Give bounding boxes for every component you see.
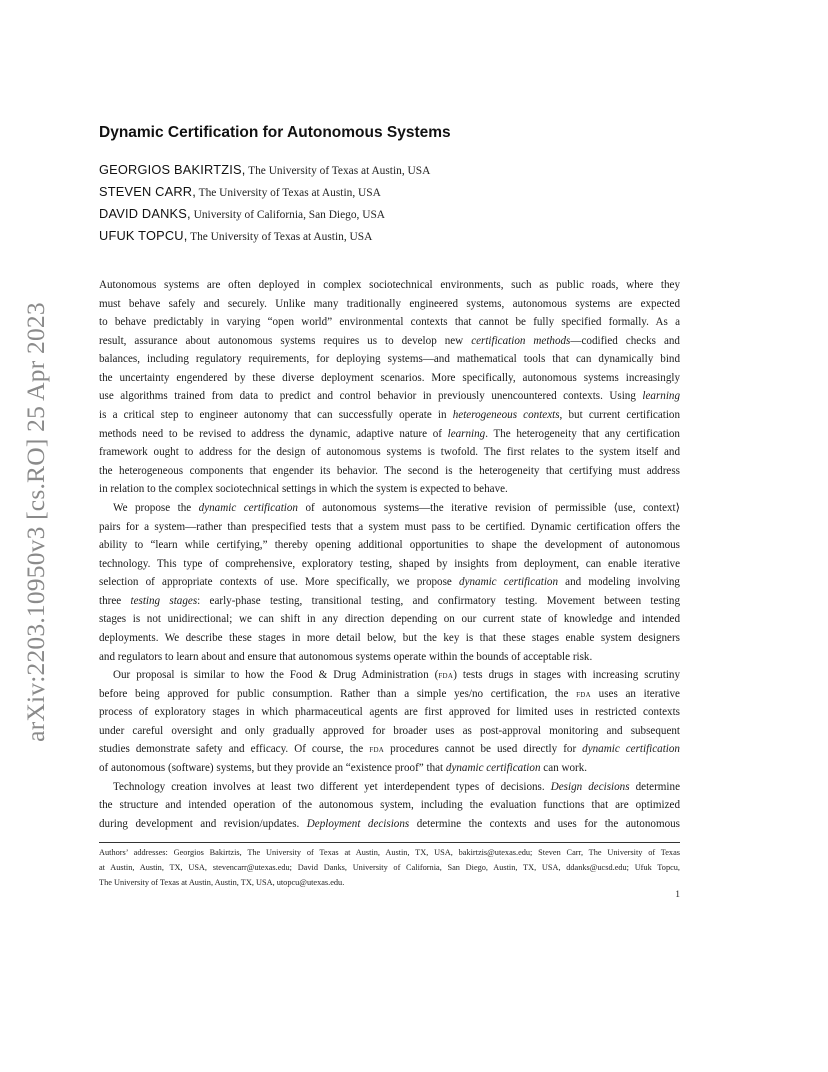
body-line: Our proposal is similar to how the Food & Drug Administration (fda) tests drugs in stages with increasing scrutiny: [113, 669, 680, 682]
arxiv-identifier-text: arXiv:2203.10950v3 [cs.RO] 25 Apr 2023: [21, 302, 50, 742]
body-line: stages is not unidirectional; we can shift in any direction depending on our current state of knowledge and intended: [99, 613, 680, 626]
body-line: balances, including regulatory requirements, for deploying systems—and mathematical tools that can dynamically bind: [99, 353, 680, 366]
author-entry: [99, 181, 430, 203]
body-line: under careful oversight and only gradually approved for broader uses as post-approval monitoring and subsequent: [99, 724, 680, 737]
body-line: before being approved for public consumption. Rather than a simple yes/no certification, the fda uses an iterative: [99, 687, 680, 700]
body-line: the heterogeneous components that engender its behavior. The second is the heterogeneity that certifying must address: [99, 464, 680, 477]
body-line: during development and revision/updates. Deployment decisions determine the contexts and uses for the autonomous: [99, 817, 680, 830]
body-line: of autonomous (software) systems, but they provide an “existence proof” that dynamic certification can work.: [99, 762, 588, 775]
author-name: STEVEN CARR,: [99, 184, 196, 200]
body-line: Autonomous systems are often deployed in complex sociotechnical environments, such as public roads, where they: [99, 279, 680, 291]
arxiv-identifier-stamp: [21, 286, 50, 758]
footnote-line: The University of Texas at Austin, Austin, TX, USA, utopcu@utexas.edu.: [99, 878, 345, 888]
body-line: in relation to the complex sociotechnical settings in which the system is expected to behave.: [99, 483, 508, 496]
abstract-body: [99, 276, 680, 833]
body-line: to behave predictably in varying “open world” environmental contexts that cannot be fully specified formally. As a: [99, 316, 680, 329]
author-addresses-footnote: [99, 845, 680, 891]
author-entry: [99, 203, 430, 225]
body-line: pairs for a system—rather than prespecified tests that a system must pass to be certified. Dynamic certification offers the: [99, 520, 680, 533]
author-name: DAVID DANKS,: [99, 206, 191, 222]
body-line: is a critical step to engineer autonomy that can successfully operate in heterogeneous contexts, but current certification: [99, 409, 681, 422]
paper-title: Dynamic Certification for Autonomous Systems: [99, 124, 451, 141]
author-affiliation: University of California, San Diego, USA: [190, 209, 386, 222]
author-name: GEORGIOS BAKIRTZIS,: [99, 162, 246, 177]
body-line: methods need to be revised to address the dynamic, adaptive nature of learning. The heterogeneity that any certification: [99, 427, 680, 440]
body-line: the uncertainty engendered by these diverse deployment scenarios. More specifically, autonomous systems increasingly: [99, 371, 680, 384]
author-affiliation: The University of Texas at Austin, USA: [195, 187, 381, 200]
author-entry: [99, 225, 430, 247]
body-line: and regulators to learn about and ensure that autonomous systems operate within the bounds of acceptable risk.: [99, 650, 593, 663]
body-line: We propose the dynamic certification of autonomous systems—the iterative revision of permissible ⟨use, context⟩: [113, 501, 680, 514]
author-list: [99, 159, 430, 247]
author-affiliation: The University of Texas at Austin, USA: [245, 165, 431, 177]
body-line: the structure and intended operation of the autonomous system, including the evaluation functions that are optimized: [99, 799, 680, 812]
body-line: use algorithms trained from data to predict and control behavior in previously unencountered contexts. Using learning: [99, 390, 680, 403]
body-line: process of exploratory stages in which pharmaceutical agents are first approved for limited uses in restricted contexts: [99, 706, 680, 719]
body-line: selection of appropriate contexts of use. More specifically, we propose dynamic certification and modeling involving: [99, 576, 680, 589]
author-entry: [99, 159, 430, 181]
body-line: Technology creation involves at least two different yet interdependent types of decisions. Design decisions determine: [113, 780, 680, 793]
author-affiliation: The University of Texas at Austin, USA: [187, 231, 373, 244]
body-line: result, assurance about autonomous systems requires us to develop new certification methods—codified checks and: [99, 334, 680, 347]
body-line: technology. This type of comprehensive, exploratory testing, shaped by insights from deployment, can enable iterative: [99, 557, 680, 570]
footnote-divider: [99, 842, 680, 843]
author-name: UFUK TOPCU,: [99, 228, 188, 244]
page-number: 1: [675, 890, 680, 900]
body-line: studies demonstrate safety and efficacy. Of course, the fda procedures cannot be used directly for dynamic certification: [99, 743, 680, 756]
body-line: three testing stages: early-phase testing, transitional testing, and confirmatory testing. Movement between testing: [99, 594, 681, 607]
body-line: ability to “learn while certifying,” thereby opening additional opportunities to shape the development of autonomous: [99, 539, 680, 552]
body-line: must behave safely and securely. Unlike many traditionally engineered systems, autonomous systems are expected: [99, 297, 680, 310]
body-line: deployments. We describe these stages in more detail below, but the key is that these stages enable system designers: [99, 631, 680, 644]
footnote-line: Authors’ addresses: Georgios Bakirtzis, The University of Texas at Austin, Austin, TX, USA, bakirtzis@utexas.edu; Steven Carr, The University of Texas: [99, 848, 680, 857]
footnote-line: at Austin, Austin, TX, USA, stevencarr@utexas.edu; David Danks, University of California, San Diego, Austin, TX, USA, ddanks@ucsd.edu; Ufuk Topcu,: [99, 863, 680, 873]
body-line: framework ought to address for the design of autonomous systems is twofold. The first relates to the system itself and: [99, 446, 680, 459]
